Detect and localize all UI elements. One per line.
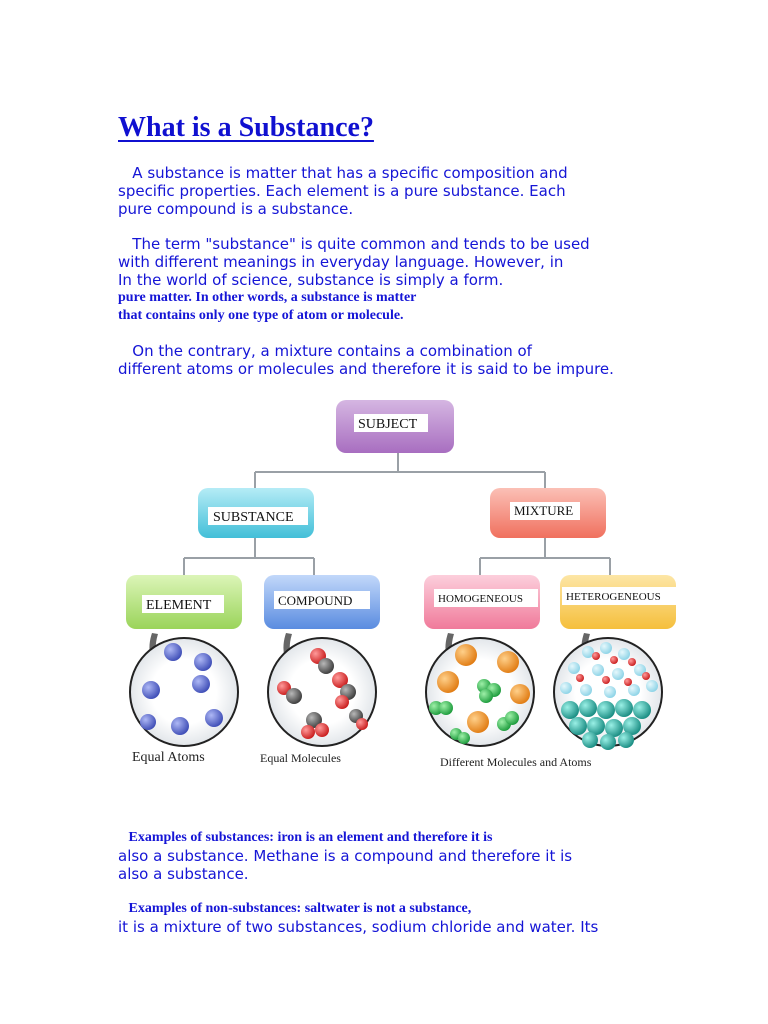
compound-label: COMPOUND [278,593,353,608]
text-line: different atoms or molecules and therefore it is said to be impure. [118,360,614,378]
paragraph-term-bold [118,289,416,325]
paragraph-term [118,235,590,289]
text-line: also a substance. [118,865,249,883]
text-line-bold: Examples of substances: iron is an element and therefore it is [118,830,493,845]
text-line: that contains only one type of atom or molecule. [118,308,404,323]
text-line: with different meanings in everyday language. However, in [118,253,564,271]
caption-equal-atoms: Equal Atoms [132,750,205,765]
homogeneous-label: HOMOGENEOUS [438,593,523,605]
paragraph-mixture [118,342,614,378]
paragraph-nonexamples [118,900,598,936]
page-title: What is a Substance? [118,112,374,143]
text-line: also a substance. Methane is a compound and therefore it is [118,847,573,865]
element-circle [130,638,238,746]
homogeneous-box [424,575,540,629]
caption-different-molecules: Different Molecules and Atoms [440,755,592,769]
element-box [126,575,242,629]
heterogeneous-circle [554,638,662,750]
text-line: A substance is matter that has a specific composition and [118,164,568,182]
paragraph-definition [118,164,568,218]
classification-diagram [118,390,684,785]
text-line: it is a mixture of two substances, sodium chloride and water. Its [118,918,599,936]
compound-circle [268,638,376,746]
paragraph-examples [118,829,572,883]
subject-label: SUBJECT [358,417,418,432]
homogeneous-circle [426,638,534,746]
text-line: The term "substance" is quite common and tends to be used [118,235,590,253]
text-line: In the world of science, substance is simply a form. [118,271,504,289]
text-line: pure compound is a substance. [118,200,354,218]
element-label: ELEMENT [146,598,212,613]
mixture-label: MIXTURE [514,503,574,518]
caption-equal-molecules: Equal Molecules [260,751,341,765]
substance-box [198,488,314,538]
subject-box [336,400,454,453]
heterogeneous-label: HETEROGENEOUS [566,591,661,603]
text-line: specific properties. Each element is a pure substance. Each [118,182,566,200]
heterogeneous-box [560,575,676,629]
text-line-bold: Examples of non-substances: saltwater is not a substance, [118,901,472,916]
text-line: On the contrary, a mixture contains a combination of [118,342,532,360]
compound-box [264,575,380,629]
substance-label: SUBSTANCE [213,510,294,525]
text-line: pure matter. In other words, a substance is matter [118,290,417,305]
mixture-box [490,488,606,538]
